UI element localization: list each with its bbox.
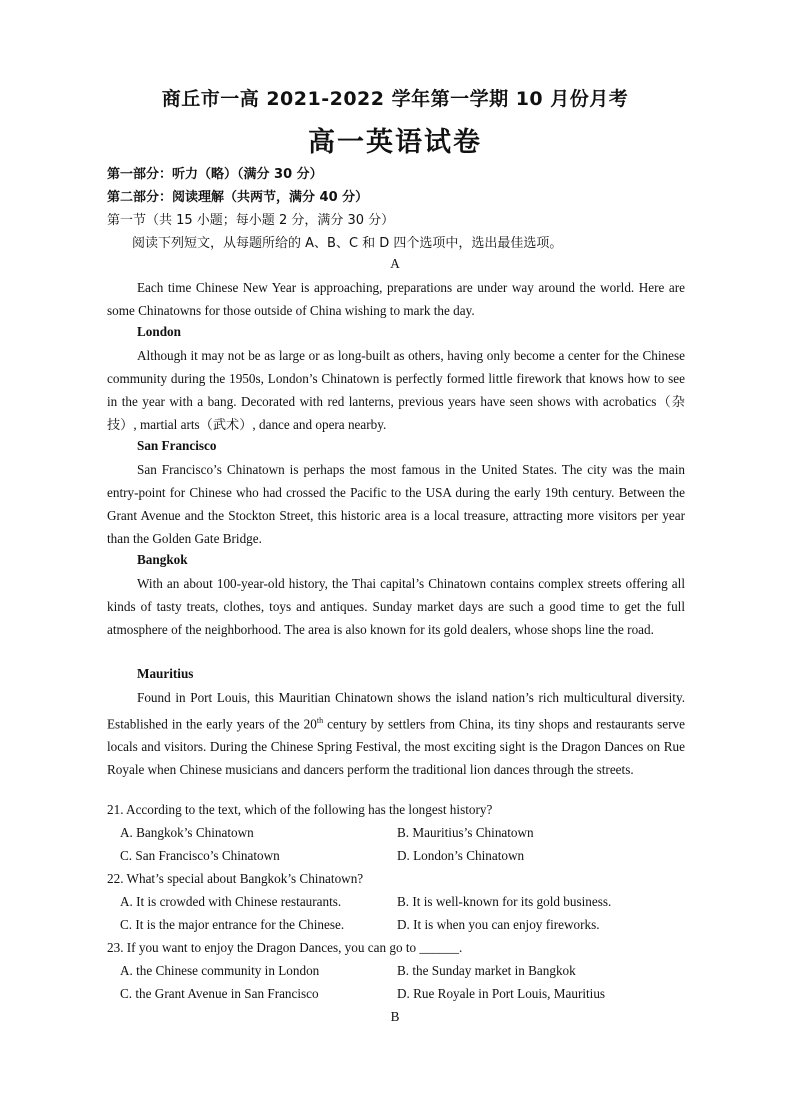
mauritius-text-2: century by settlers from China, its tiny shops and restaurants serve locals and visitors. During the Chinese Spring Festival, the most exciting sight is the Dragon Dances on Rue Royale when Chinese musicians and dancers perform the traditional lion dances through the streets. [107,716,685,778]
mauritius-paragraph [107,686,685,781]
q21-option-c[interactable]: C. San Francisco’s Chinatown [120,848,280,863]
q23-option-a[interactable]: A. the Chinese community in London [120,963,320,978]
part2-heading: 第二部分：阅读理解（共两节，满分 40 分） [107,190,369,205]
instruction: 阅读下列短文，从每题所给的 A、B、C 和 D 四个选项中，选出最佳选项。 [132,236,563,251]
q23-option-c[interactable]: C. the Grant Avenue in San Francisco [120,986,319,1001]
q21-option-a[interactable]: A. Bangkok’s Chinatown [120,825,254,840]
mauritius-heading: Mauritius [137,666,194,681]
passage-a-label: A [390,256,400,271]
exam-title: 商丘市一高 2021-2022 学年第一学期 10 月份月考 [161,88,629,110]
passage-a-intro: Each time Chinese New Year is approaching, preparations are under way around the world. Here are some Chinatowns for those outside of China wishing to mark the day. [107,280,685,318]
q21-option-d[interactable]: D. London’s Chinatown [397,848,525,863]
passage-b-label: B [390,1009,400,1024]
question-22: 22. What’s special about Bangkok’s Chinatown? [107,871,364,886]
exam-subtitle: 高一英语试卷 [308,127,482,158]
section1-heading: 第一节（共 15 小题；每小题 2 分，满分 30 分） [107,213,395,228]
london-paragraph: Although it may not be as large or as long-built as others, having only become a center for the Chinese community during the 1950s, London’s Chinatown is perfectly formed little firework that knows how to see in the year with a bang. Decorated with red lanterns, previous years have seen shows with acrobatics（杂技）, martial arts（武术）, dance and opera nearby. [107,348,685,432]
question-21: 21. According to the text, which of the following has the longest history? [107,802,493,817]
bangkok-heading: Bangkok [137,552,188,567]
q23-option-b[interactable]: B. the Sunday market in Bangkok [397,963,576,978]
mauritius-superscript: th [316,716,324,725]
question-23: 23. If you want to enjoy the Dragon Dances, you can go to ______. [107,940,463,955]
q22-option-a[interactable]: A. It is crowded with Chinese restaurants. [120,894,342,909]
san-francisco-paragraph: San Francisco’s Chinatown is perhaps the most famous in the United States. The city was the main entry-point for Chinese who had crossed the Pacific to the USA during the early 19th century. Between the Grant Avenue and the Stockton Street, this historic area is a local treasure, attracting more visitors per year than the Golden Gate Bridge. [107,462,685,546]
bangkok-paragraph: With an about 100-year-old history, the Thai capital’s Chinatown contains complex streets offering all kinds of tasty treats, clothes, toys and antiques. Sunday market days are such a good time to get the full atmosphere of the neighborhood. The area is also known for its gold dealers, whose shops line the road. [107,576,685,637]
q22-option-b[interactable]: B. It is well-known for its gold business. [397,894,612,909]
san-francisco-heading: San Francisco [137,438,217,453]
london-heading: London [137,324,181,339]
q21-option-b[interactable]: B. Mauritius’s Chinatown [397,825,534,840]
q22-option-c[interactable]: C. It is the major entrance for the Chinese. [120,917,345,932]
q23-option-d[interactable]: D. Rue Royale in Port Louis, Mauritius [397,986,606,1001]
mauritius-text-1: Found in Port Louis, this Mauritian Chinatown shows the island nation’s rich multicultural diversity. Established in the early years of the 20 [107,690,685,732]
q22-option-d[interactable]: D. It is when you can enjoy fireworks. [397,917,600,932]
part1-heading: 第一部分：听力（略）（满分 30 分） [107,167,323,182]
